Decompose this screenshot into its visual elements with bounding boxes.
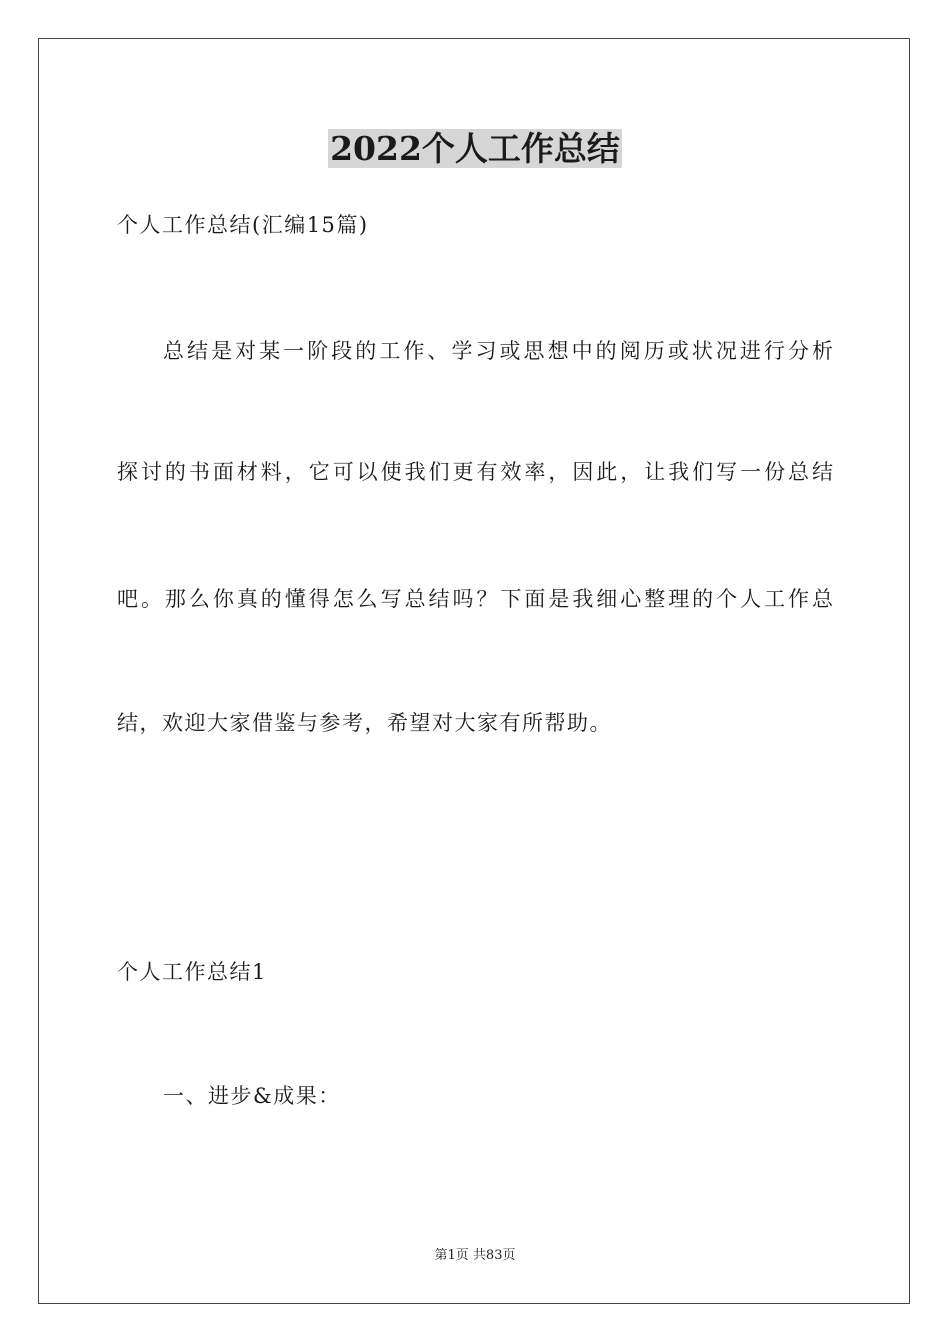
page-footer: 第1页 共83页	[434, 1248, 516, 1263]
subsection-heading: 一、进步&成果：	[163, 1084, 341, 1108]
intro-line-2: 探讨的书面材料，它可以使我们更有效率，因此，让我们写一份总结	[117, 460, 833, 484]
document-subtitle: 个人工作总结(汇编15篇)	[117, 213, 369, 237]
document-title	[0, 124, 950, 174]
intro-line-3: 吧。那么你真的懂得怎么写总结吗？下面是我细心整理的个人工作总	[117, 587, 833, 611]
document-title-text: 2022个人工作总结	[330, 129, 620, 168]
section-heading: 个人工作总结1	[117, 960, 267, 984]
intro-line-4: 结，欢迎大家借鉴与参考，希望对大家有所帮助。	[117, 711, 612, 735]
intro-line-1: 总结是对某一阶段的工作、学习或思想中的阅历或状况进行分析	[163, 339, 833, 363]
